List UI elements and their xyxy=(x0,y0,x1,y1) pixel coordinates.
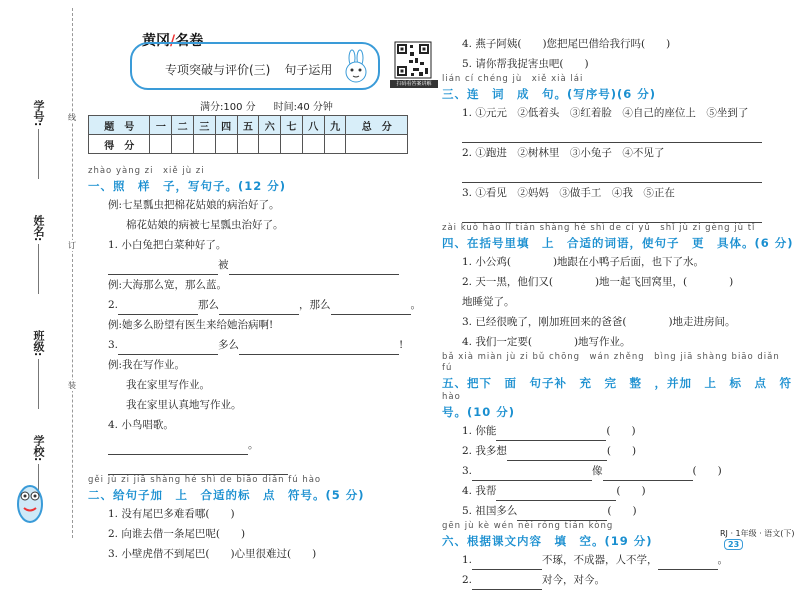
cut-line xyxy=(72,8,73,538)
example-line: 我在家里写作业。 xyxy=(126,379,210,391)
question-line[interactable]: 2. 天一黑，他们又( )地一起飞回窝里，( ) xyxy=(462,276,734,288)
question-line[interactable]: 4. 我们一定要( )地写作业。 xyxy=(462,336,631,348)
question-line[interactable]: 2. 向谁去借一条尾巴呢( ) xyxy=(108,528,246,540)
binding-margin xyxy=(0,0,80,554)
answer-line[interactable] xyxy=(442,123,792,143)
answer-line[interactable] xyxy=(88,455,428,475)
section-pinyin: gēn jù kè wén nèi róng tián kòng xyxy=(442,521,614,531)
answer-line[interactable]: 2. 对今，对今。 xyxy=(442,570,792,590)
section-title: 二、给句子加 上 合适的标 点 符号。(5 分) xyxy=(88,488,365,502)
section-title: 三、连 词 成 句。(写序号)(6 分) xyxy=(442,87,657,101)
question-line: 3. ①看见 ②妈妈 ③做手工 ④我 ⑤正在 xyxy=(462,187,675,199)
section-pinyin: bǎ xià miàn jù zi bǔ chōng wán zhěng bìng jiā shàng biāo diǎn fú xyxy=(442,352,780,373)
left-column xyxy=(88,166,428,564)
question-line: 地睡觉了。 xyxy=(462,296,515,308)
example-line: 我在家里认真地写作业。 xyxy=(126,399,242,411)
example-line: 例:七星瓢虫把棉花姑娘的病治好了。 xyxy=(108,199,280,211)
mascot-icon xyxy=(10,470,50,530)
school-field[interactable]: 学校: xyxy=(30,435,46,514)
question-line: 1. ①元元 ②低着头 ③红着脸 ④自己的座位上 ⑤坐到了 xyxy=(462,107,749,119)
section-pinyin: zhào yàng zi xiě jù zi xyxy=(88,166,205,176)
example-line: 例:我在写作业。 xyxy=(108,359,186,371)
section-title-cont: 号。(10 分) xyxy=(442,405,516,419)
answer-line[interactable]: 2. 我多想 ( ) xyxy=(442,441,792,461)
section-title: 四、在括号里填 上 合适的词语，使句子 更 具体。(6 分) xyxy=(442,236,794,250)
example-line: 棉花姑娘的病被七星瓢虫治好了。 xyxy=(126,219,284,231)
question-line: 4. 小鸟唱歌。 xyxy=(108,419,174,431)
cut-mark: 线 xyxy=(68,113,76,122)
question-line[interactable]: 3. 已经很晚了，刚加班回来的爸爸( )地走进房间。 xyxy=(462,316,736,328)
answer-line[interactable]: 2. 那么 ，那么 。 xyxy=(88,295,428,315)
qr-code-icon[interactable] xyxy=(395,42,431,78)
brand-logo: 黄冈/名卷 xyxy=(142,33,204,49)
answer-line[interactable] xyxy=(442,163,792,183)
question-line[interactable]: 1. 没有尾巴多难看哪( ) xyxy=(108,508,235,520)
bunny-icon xyxy=(340,50,374,86)
example-line: 例:她多么盼望有医生来给她治病啊! xyxy=(108,319,274,331)
question-line: 1. 小白兔把白菜种好了。 xyxy=(108,239,227,251)
question-line: 2. ①跑进 ②树林里 ③小兔子 ④不见了 xyxy=(462,147,665,159)
section-pinyin: lián cí chéng jù xiě xià lái xyxy=(442,74,584,84)
question-line[interactable]: 5. 请你帮我捉害虫吧( ) xyxy=(462,58,589,70)
page-number: 23 xyxy=(724,539,743,550)
section-pinyin: gěi jù zi jiā shàng hé shì de biāo diǎn fú hào xyxy=(88,475,322,485)
example-line: 例:大海那么宽，那么蓝。 xyxy=(108,279,228,291)
section-title: 一、照 样 子，写句子。(12 分) xyxy=(88,179,287,193)
question-line[interactable]: 4. 燕子阿姨( )您把尾巴借给我行吗( ) xyxy=(462,38,671,50)
student-id-field[interactable]: 学号: xyxy=(30,100,46,179)
exam-meta: 满分:100 分 时间:40 分钟 xyxy=(200,102,333,113)
section-pinyin: zài kuò hào lǐ tián shàng hé shì de cí yǔ shǐ jù zi gèng jù tǐ xyxy=(442,223,756,233)
question-line[interactable]: 1. 小公鸡( )地跟在小鸭子后面，也下了水。 xyxy=(462,256,705,268)
answer-line[interactable]: 5. 祖国多么 ( ) xyxy=(442,501,792,521)
answer-line[interactable]: 4. 我帮 ( ) xyxy=(442,481,792,501)
answer-line[interactable]: 1. 不琢，不成器，人不学， 。 xyxy=(442,550,792,570)
page-title: 专项突破与评价(三) 句子运用 xyxy=(165,63,333,77)
answer-line[interactable]: 。 xyxy=(88,435,428,455)
answer-line[interactable]: 1. 你能 ( ) xyxy=(442,421,792,441)
class-field[interactable]: 班级: xyxy=(30,330,46,409)
section-pinyin: hào xyxy=(442,392,461,402)
cut-mark: 订 xyxy=(68,241,76,250)
question-line[interactable]: 3. 小壁虎借不到尾巴( )心里很难过( ) xyxy=(108,548,317,560)
cut-mark: 装 xyxy=(68,381,76,390)
answer-line[interactable]: 3. 像 ( ) xyxy=(442,461,792,481)
answer-line[interactable] xyxy=(442,203,792,223)
score-table-header: 题 号 一 二 三 四 五 六 七 八 九 总 分 xyxy=(89,116,408,135)
right-column xyxy=(442,34,792,590)
answer-line[interactable]: 被 xyxy=(88,255,428,275)
score-table-row[interactable]: 得 分 xyxy=(89,135,408,154)
score-table xyxy=(88,115,408,154)
page-footer: RJ · 1年级 · 语文(下)23 xyxy=(720,529,795,549)
section-title: 五、把下 面 句子补 充 完 整 ，并加 上 标 点 符 xyxy=(442,376,792,390)
section-title: 六、根据课文内容 填 空。(19 分) xyxy=(442,534,653,548)
name-field[interactable]: 姓名: xyxy=(30,215,46,294)
qr-label: 扫码看答案讲解 xyxy=(390,80,438,88)
answer-line[interactable]: 3. 多么 ! xyxy=(88,335,428,355)
